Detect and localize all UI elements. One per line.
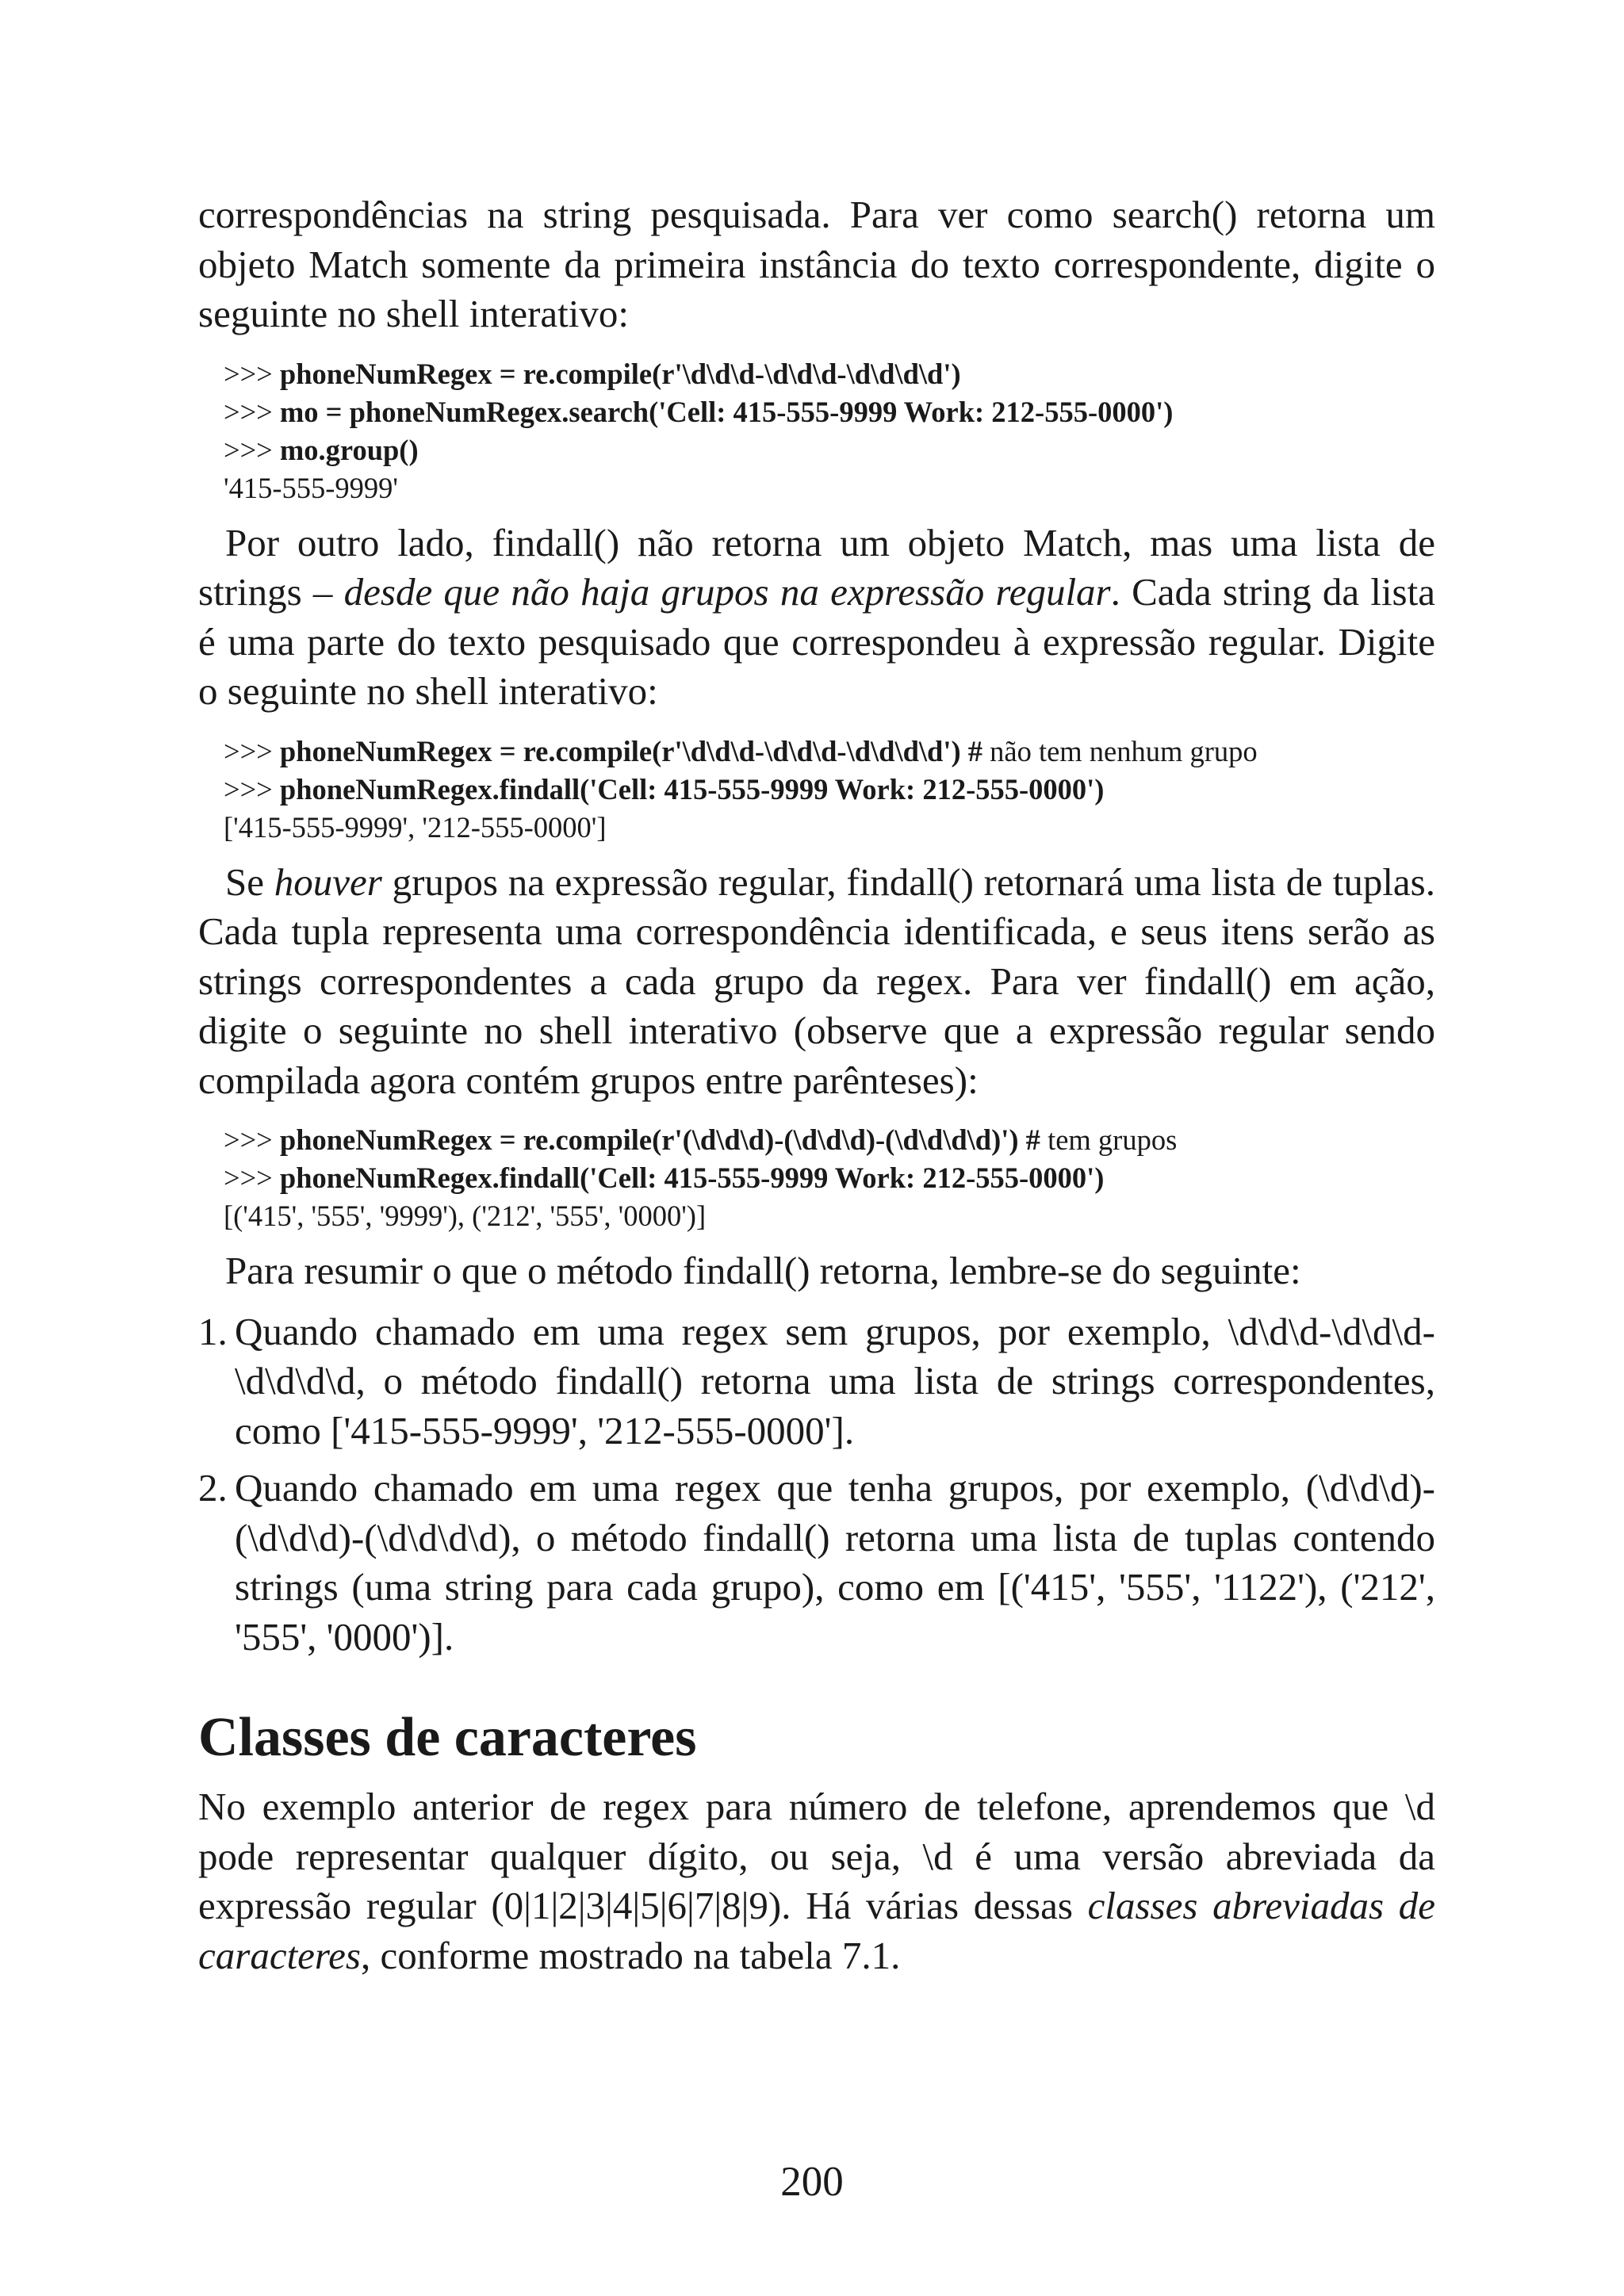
code-line: >>> phoneNumRegex.findall('Cell: 415-555-9999 Work: 212-555-0000') <box>224 772 1105 806</box>
code-line: >>> mo.group() <box>224 433 419 466</box>
code-line: >>> phoneNumRegex = re.compile(r'\d\d\d-\d\d\d-\d\d\d\d') <box>224 357 961 390</box>
paragraph-groups: Se houver grupos na expressão regular, findall() retornará uma lista de tuplas. Cada tupla representa uma correspondência identificada, e seus itens serão as strings correspondentes a cada grupo da regex. Para ver findall() em ação, digite o seguinte no shell interativo (observe que a expressão regular sendo compilada agora contém grupos entre parênteses): <box>198 859 1436 1102</box>
findall-summary-list <box>198 1307 1435 1663</box>
paragraph-intro: correspondências na string pesquisada. Para ver como search() retorna um objeto Match somente da primeira instância do texto correspondente, digite o seguinte no shell interativo: <box>198 193 1435 335</box>
section-heading: Classes de caracteres <box>198 1707 697 1768</box>
list-item: 2. Quando chamado em uma regex que tenha grupos, por exemplo, (\d\d\d)-(\d\d\d)-(\d\d\d\d), o método findall() retorna uma lista de tuplas contendo strings (uma string para cada grupo), como em [('415', '555', '1122'), ('212', '555', '0000')]. <box>198 1466 1435 1659</box>
code-block-findall-no-groups <box>198 733 1435 847</box>
code-block-findall-groups <box>198 1121 1435 1235</box>
code-line: >>> phoneNumRegex.findall('Cell: 415-555-9999 Work: 212-555-0000') <box>224 1161 1105 1194</box>
code-output: [('415', '555', '9999'), ('212', '555', '0000')] <box>224 1200 707 1232</box>
code-line: >>> phoneNumRegex = re.compile(r'\d\d\d-\d\d\d-\d\d\d\d') # não tem nenhum grupo <box>224 734 1258 767</box>
code-block-search <box>198 355 1435 507</box>
code-output: ['415-555-9999', '212-555-0000'] <box>224 810 607 844</box>
code-output: '415-555-9999' <box>224 471 398 504</box>
paragraph-findall: Por outro lado, findall() não retorna um objeto Match, mas uma lista de strings – desde que não haja grupos na expressão regular. Cada string da lista é uma parte do texto pesquisado que correspondeu à expressão regular. Digite o seguinte no shell interativo: <box>198 520 1435 713</box>
page-content <box>198 190 1435 1980</box>
page-number: 200 <box>780 2159 844 2205</box>
code-line: >>> phoneNumRegex = re.compile(r'(\d\d\d)-(\d\d\d)-(\d\d\d\d)') # tem grupos <box>224 1123 1178 1156</box>
paragraph-character-classes: No exemplo anterior de regex para número de telefone, aprendemos que \d pode representar qualquer dígito, ou seja, \d é uma versão abreviada da expressão regular (0|1|2|3|4|5|6|7|8|9). Há várias dessas classes abreviadas de caracteres, conforme mostrado na tabela 7.1. <box>198 1785 1436 1977</box>
list-item: 1. Quando chamado em uma regex sem grupos, por exemplo, \d\d\d-\d\d\d-\d\d\d\d, o método findall() retorna uma lista de strings correspondentes, como ['415-555-9999', '212-555-0000']. <box>198 1309 1435 1452</box>
code-line: >>> mo = phoneNumRegex.search('Cell: 415-555-9999 Work: 212-555-0000') <box>224 395 1174 428</box>
paragraph-summary: Para resumir o que o método findall() retorna, lembre-se do seguinte: <box>225 1249 1301 1292</box>
